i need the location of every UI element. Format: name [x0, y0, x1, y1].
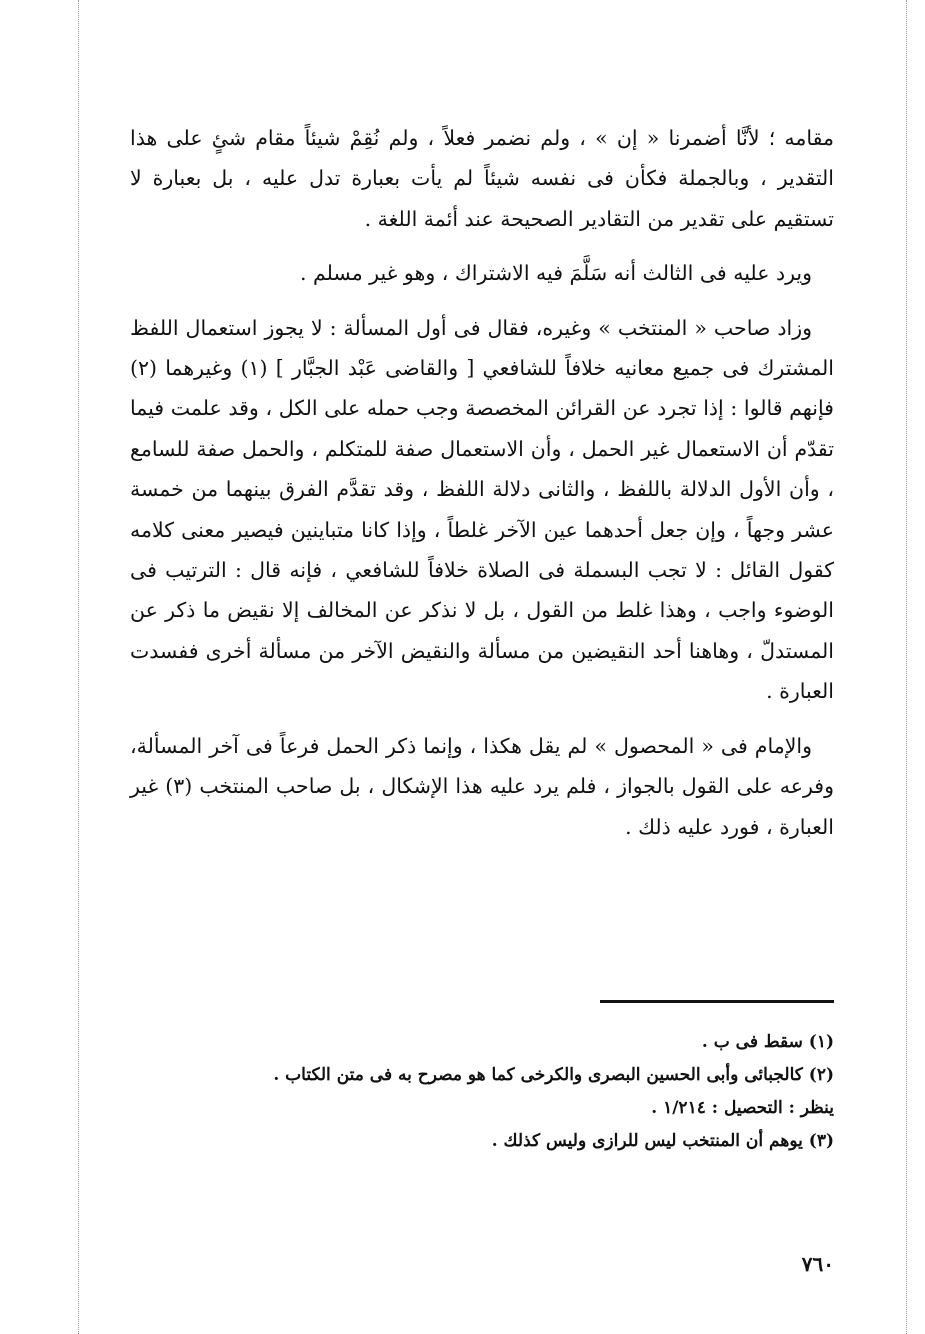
paragraph-3: وزاد صاحب « المنتخب » وغيره، فقال فى أول المسألة : لا يجوز استعمال اللفظ المشترك فى جميع معانيه خلافاً للشافعي [ والقاضى عَبْد الجبَّار ] (١) وغيرهما (٢) فإنهم قالوا : إذا تجرد عن القرائن المخصصة وجب حمله على الكل ، وقد علمت فيما تقدّم أن الاستعمال غير الحمل ، وأن الاستعمال صفة للمتكلم ، والحمل صفة للسامع ، وأن الأول الدلالة باللفظ ، والثانى دلالة اللفظ ، وقد تقدَّم الفرق بينهما من خمسة عشر وجهاً ، وإن جعل أحدهما عين الآخر غلطاً ، وإذا كانا متباينين فيصير معنى كلامه كقول القائل : لا تجب البسملة فى الصلاة خلافاً للشافعي ، فإنه قال : الترتيب فى الوضوء واجب ، وهذا غلط من القول ، بل لا نذكر عن المخالف إلا نقيض ما ذكر عن المستدلّ ، وهاهنا أحد النقيضين من مسألة والنقيض الآخر من مسألة أخرى ففسدت العبارة .	[130, 315, 834, 704]
paragraph-4: والإمام فى « المحصول » لم يقل هكذا ، وإنما ذكر الحمل فرعاً فى آخر المسألة، وفرعه على القول بالجواز ، فلم يرد عليه هذا الإشكال ، بل صاحب المنتخب (٣) غير العبارة ، فورد عليه ذلك .	[130, 733, 834, 839]
right-margin-guide	[906, 0, 907, 1334]
footnotes	[130, 1026, 834, 1158]
paragraph-2: ويرد عليه فى الثالث أنه سَلَّمَ فيه الاشتراك ، وهو غير مسلم .	[299, 261, 812, 286]
left-margin-guide	[78, 0, 79, 1334]
main-text	[130, 118, 834, 861]
footnote-separator	[600, 1000, 834, 1003]
footnote-2: (٢) كالجبائى وأبى الحسين البصرى والكرخى كما هو مصرح به فى متن الكتاب .	[273, 1065, 834, 1085]
page-number: ٧٦٠	[801, 1252, 834, 1276]
footnote-2-continuation: ينظر : التحصيل : ١/٢١٤ .	[651, 1098, 834, 1118]
footnote-3: (٣) يوهم أن المنتخب ليس للرازى وليس كذلك .	[491, 1131, 834, 1151]
paragraph-1: مقامه ؛ لأنَّا أضمرنا « إن » ، ولم نضمر فعلاً ، ولم نُقِمْ شيئاً مقام شئٍ على هذا التقدير ، وبالجملة فكأن فى نفسه شيئاً لم يأت بعبارة تدل عليه ، بل بعبارة لا تستقيم على تقدير من التقادير الصحيحة عند أئمة اللغة .	[130, 126, 834, 231]
footnote-1: (١) سقط فى ب .	[701, 1032, 834, 1052]
